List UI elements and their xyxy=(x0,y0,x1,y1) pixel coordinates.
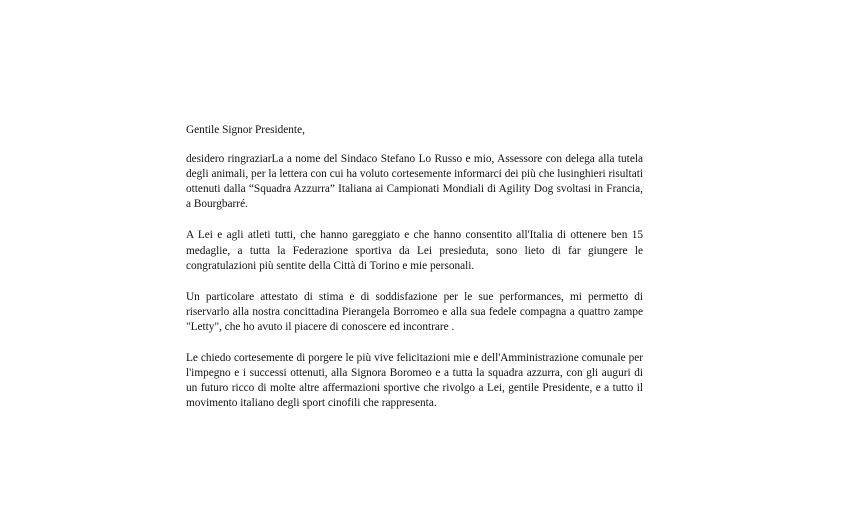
letter-paragraph-thanks: desidero ringraziarLa a nome del Sindaco Stefano Lo Russo e mio, Assessore con delega alla tutela degli animali, per la lettera con cui ha voluto cortesemente informarci dei più che lusinghieri risultati ottenuti dalla “Squadra Azzurra” Italiana ai Campionati Mondiali di Agility Dog svoltasi in Francia, a Bourgbarré. xyxy=(186,153,643,211)
letter-body xyxy=(186,123,643,411)
letter-paragraph-closing: Le chiedo cortesemente di porgere le più vive felicitazioni mie e dell'Amministrazione comunale per l'impegno e i successi ottenuti, alla Signora Boromeo e a tutta la squadra azzurra, con gli auguri di un futuro ricco di molte altre affermazioni sportive che rivolgo a Lei, gentile Presidente, e a tutto il movimento italiano degli sport cinofili che rappresenta. xyxy=(186,352,643,410)
letter-salutation: Gentile Signor Presidente, xyxy=(186,124,305,136)
letter-paragraph-special-mention: Un particolare attestato di stima e di soddisfazione per le sue performances, mi permetto di riservarlo alla nostra concittadina Pierangela Borromeo e alla sua fedele compagna a quattro zampe "Letty", che ho avuto il piacere di conoscere ed incontrare . xyxy=(186,290,643,333)
letter-paragraph-congratulations: A Lei e agli atleti tutti, che hanno gareggiato e che hanno consentito all'Italia di ottenere ben 15 medaglie, a tutta la Federazione sportiva da Lei presieduta, sono lieto di far giungere le congratulazioni più sentite della Città di Torino e mie personali. xyxy=(186,229,643,272)
